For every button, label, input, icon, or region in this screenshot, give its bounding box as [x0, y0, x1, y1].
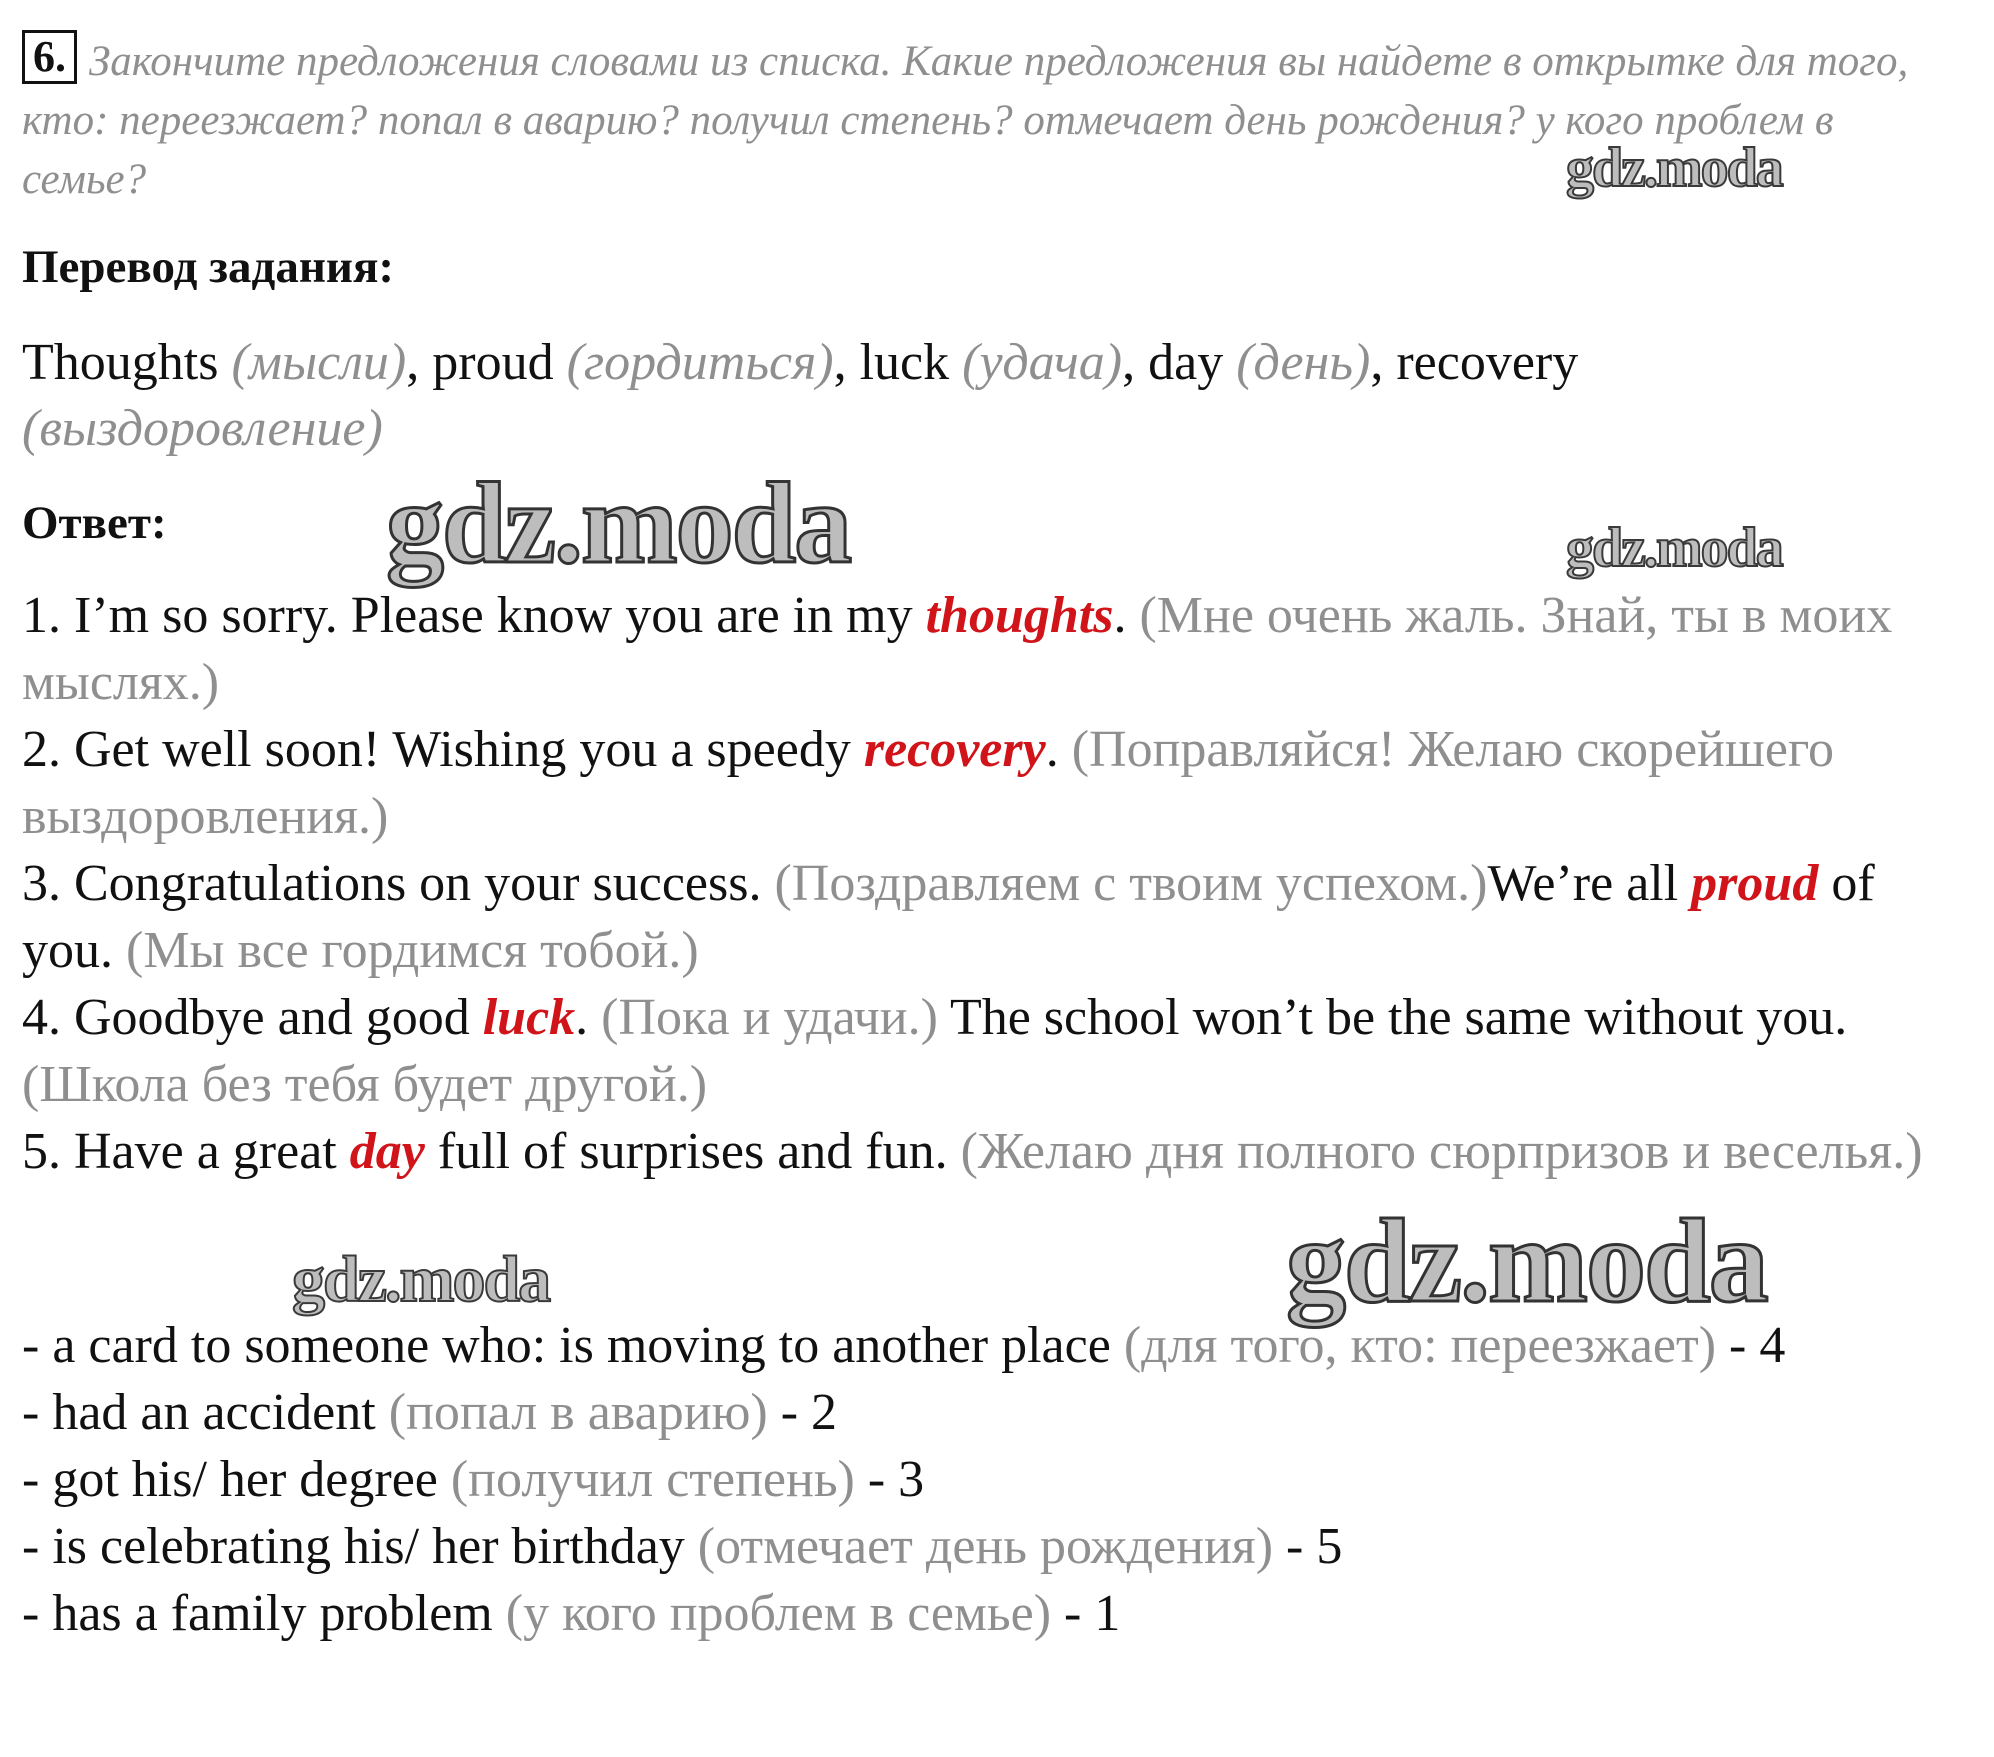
match-text: - got his/ her degree — [22, 1451, 451, 1508]
answer-word: thoughts — [925, 587, 1114, 644]
match-translation: (у кого проблем в семье) — [505, 1585, 1052, 1642]
answer-translation: (Поздравляем с твоим успехом.) — [774, 855, 1488, 912]
answer-list — [22, 582, 1972, 1185]
match-item — [22, 1379, 1972, 1446]
match-text: - had an accident — [22, 1384, 389, 1441]
answer-translation: (Поправляйся! Желаю скорейшего выздоровления.) — [22, 721, 1835, 845]
word-ru: (мысли) — [231, 334, 407, 391]
match-translation: (попал в аварию) — [388, 1384, 768, 1441]
answer-text: . — [575, 989, 602, 1046]
match-text: - is celebrating his/ her birthday — [22, 1518, 698, 1575]
word-sep: , — [1370, 334, 1397, 391]
match-translation: (отмечает день рождения) — [697, 1518, 1274, 1575]
match-list — [22, 1312, 1972, 1647]
word-sep: , — [406, 334, 433, 391]
translation-heading: Перевод задания: — [22, 241, 395, 293]
word-en: day — [1148, 334, 1224, 391]
word-sep: , — [833, 334, 860, 391]
match-item — [22, 1513, 1972, 1580]
word-ru: (гордиться) — [566, 334, 834, 391]
watermark: gdz.moda — [292, 1243, 550, 1316]
match-translation: (для того, кто: переезжает) — [1123, 1317, 1717, 1374]
answer-word: proud — [1691, 855, 1819, 912]
word-list — [22, 330, 1952, 462]
answer-translation: (Желаю дня полного сюрпризов и веселья.) — [960, 1123, 1923, 1180]
word-sep: , — [1122, 334, 1149, 391]
match-item — [22, 1446, 1972, 1513]
answer-text: 2. Get well soon! Wishing you a speedy — [22, 721, 864, 778]
answer-item — [22, 850, 1972, 984]
answer-translation: (Школа без тебя будет другой.) — [22, 1056, 708, 1113]
answer-translation: (Мы все гордимся тобой.) — [126, 922, 699, 979]
task-text: Закончите предложения словами из списка. Какие предложения вы найдете в открытке для того, кто: переезжает? попал в аварию? получил степень? отмечает день рождения? у кого проблем в семье? — [22, 38, 1909, 203]
word-ru: (день) — [1236, 334, 1371, 391]
watermark: gdz.moda — [1286, 1194, 1767, 1327]
match-number: - 5 — [1273, 1518, 1343, 1575]
match-item — [22, 1580, 1972, 1647]
match-text: - has a family problem — [22, 1585, 506, 1642]
task-number: 6. — [22, 30, 77, 84]
answer-translation: (Мне очень жаль. Знай, ты в моих мыслях.) — [22, 587, 1893, 711]
watermark: gdz.moda — [386, 460, 851, 588]
word-en: proud — [432, 334, 554, 391]
answer-word: day — [349, 1123, 425, 1180]
answer-item — [22, 716, 1972, 850]
answer-item — [22, 582, 1972, 716]
answer-text: 1. I’m so sorry. Please know you are in my — [22, 587, 926, 644]
match-number: - 1 — [1051, 1585, 1121, 1642]
match-translation: (получил степень) — [450, 1451, 855, 1508]
answer-item — [22, 984, 1972, 1118]
answer-text: We’re all — [1487, 855, 1692, 912]
word-en: recovery — [1396, 334, 1579, 391]
word-en: luck — [859, 334, 950, 391]
watermark: gdz.moda — [1566, 137, 1782, 199]
answer-heading: Ответ: — [22, 497, 167, 549]
match-number: - 4 — [1716, 1317, 1786, 1374]
answer-text: 4. Goodbye and good — [22, 989, 483, 1046]
answer-text: 5. Have a great — [22, 1123, 350, 1180]
word-en: Thoughts — [22, 334, 219, 391]
match-number: - 2 — [767, 1384, 838, 1441]
answer-text: of you. — [22, 855, 1875, 979]
answer-text: 3. Congratulations on your success. — [22, 855, 775, 912]
answer-item — [22, 1118, 1972, 1185]
answer-translation: (Пока и удачи.) — [601, 989, 938, 1046]
word-ru: (выздоровление) — [22, 400, 383, 457]
answer-word: luck — [482, 989, 576, 1046]
watermark: gdz.moda — [1566, 517, 1782, 579]
answer-word: recovery — [863, 721, 1046, 778]
answer-text: . — [1113, 587, 1140, 644]
word-ru: (удача) — [962, 334, 1123, 391]
answer-text: full of surprises and fun. — [424, 1123, 961, 1180]
answer-text: . — [1045, 721, 1072, 778]
answer-text: The school won’t be the same without you. — [937, 989, 1848, 1046]
match-number: - 3 — [854, 1451, 925, 1508]
match-text: - a card to someone who: is moving to another place — [22, 1317, 1124, 1374]
